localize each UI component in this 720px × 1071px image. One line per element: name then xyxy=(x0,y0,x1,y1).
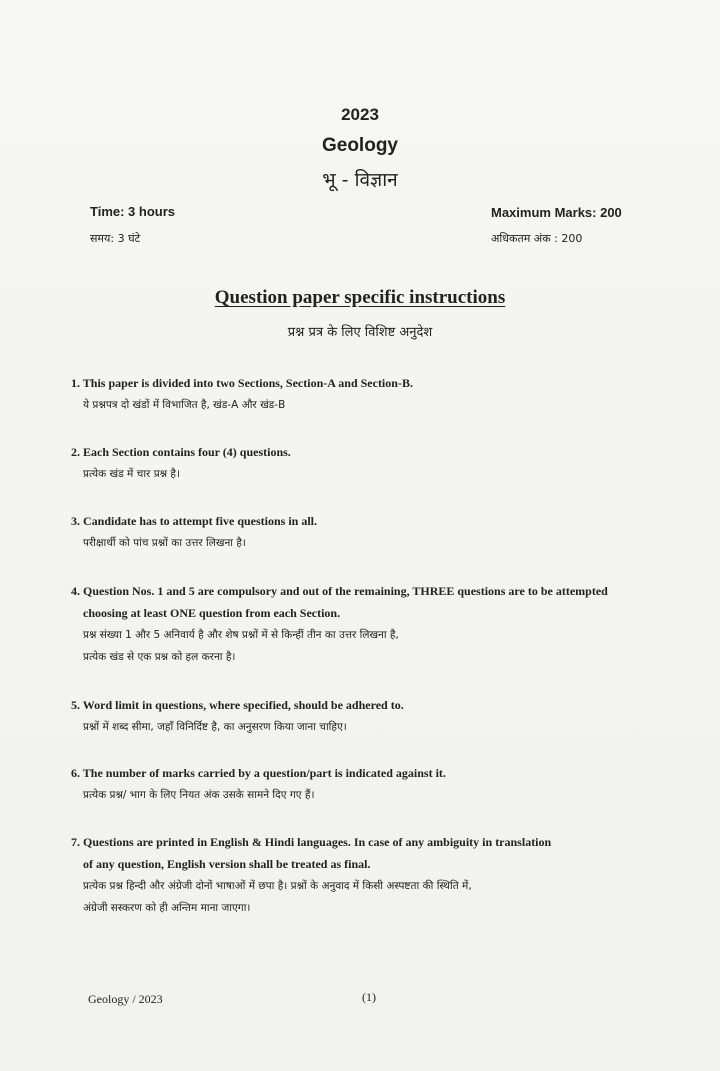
instruction-item-7 xyxy=(71,831,681,919)
max-marks-hindi: अधिकतम अंक : 200 xyxy=(491,232,583,245)
instruction-item-1 xyxy=(71,372,681,416)
instruction-text-english: 1. This paper is divided into two Sections, Section-A and Section-B. xyxy=(71,376,413,390)
instruction-text-english: 7. Questions are printed in English & Hindi languages. In case of any ambiguity in translation xyxy=(71,835,552,849)
instruction-text-english-continued: choosing at least ONE question from each Section. xyxy=(83,606,341,620)
instructions-heading-hindi: प्रश्न प्रत्र के लिए विशिष्ट अनुदेश xyxy=(287,325,433,340)
instructions-heading-text: Question paper specific instructions xyxy=(214,287,506,308)
instruction-text-hindi: प्रत्येक प्रश्न/ भाग के लिए नियत अंक उसके सामने दिए गए हैं। xyxy=(83,789,315,801)
instruction-text-english: 2. Each Section contains four (4) questions. xyxy=(71,445,291,459)
instruction-item-6 xyxy=(71,762,681,806)
instruction-text-hindi: प्रत्येक खंड में चार प्रश्न है। xyxy=(83,468,180,480)
instruction-text-hindi: ये प्रश्नपत्र दो खंडों में विभाजित है, खंड-A और खंड-B xyxy=(83,399,286,411)
page-number: (1) xyxy=(362,990,376,1004)
footer-subject-year: Geology / 2023 xyxy=(88,992,163,1006)
time-english: Time: 3 hours xyxy=(90,204,176,219)
instruction-text-hindi-continued: प्रत्येक खंड से एक प्रश्न को हल करना है। xyxy=(83,651,236,663)
exam-year: 2023 xyxy=(341,105,379,124)
instruction-text-english: 4. Question Nos. 1 and 5 are compulsory and out of the remaining, THREE questions are to be attempted xyxy=(71,584,608,598)
max-marks-english: Maximum Marks: 200 xyxy=(491,205,622,220)
time-hindi: समय: 3 घंटे xyxy=(90,232,141,245)
instruction-text-hindi: प्रश्न संख्या 1 और 5 अनिवार्य है और शेष प्रश्नों में से किन्हीं तीन का उत्तर लिखना है, xyxy=(83,629,399,641)
instruction-item-5 xyxy=(71,694,681,738)
instruction-item-4 xyxy=(71,580,681,668)
instruction-item-3 xyxy=(71,510,681,554)
instruction-text-english: 3. Candidate has to attempt five questions in all. xyxy=(71,514,318,528)
subject-title-hindi: भू - विज्ञान xyxy=(322,169,398,191)
instruction-item-2 xyxy=(71,441,681,485)
instruction-text-hindi: परीक्षार्थी को पांच प्रश्नों का उत्तर लिखना है। xyxy=(83,537,246,549)
instruction-text-english: 6. The number of marks carried by a question/part is indicated against it. xyxy=(71,766,446,780)
instruction-text-english: 5. Word limit in questions, where specified, should be adhered to. xyxy=(71,698,404,712)
instruction-text-hindi: प्रत्येक प्रश्न हिन्दी और अंग्रेजी दोनों भाषाओं में छपा है। प्रश्नों के अनुवाद में किसी अस्पष्टता की स्थिति में, xyxy=(83,880,472,892)
instruction-text-english-continued: of any question, English version shall be treated as final. xyxy=(83,857,371,871)
instruction-text-hindi-continued: अंग्रेजी सस्करण को ही अन्तिम माना जाएगा। xyxy=(83,902,251,914)
instruction-text-hindi: प्रश्नों में शब्द सीमा, जहाँ विनिर्दिष्ट है, का अनुसरण किया जाना चाहिए। xyxy=(83,721,347,733)
instructions-heading xyxy=(0,287,720,309)
subject-title-english: Geology xyxy=(321,135,398,156)
